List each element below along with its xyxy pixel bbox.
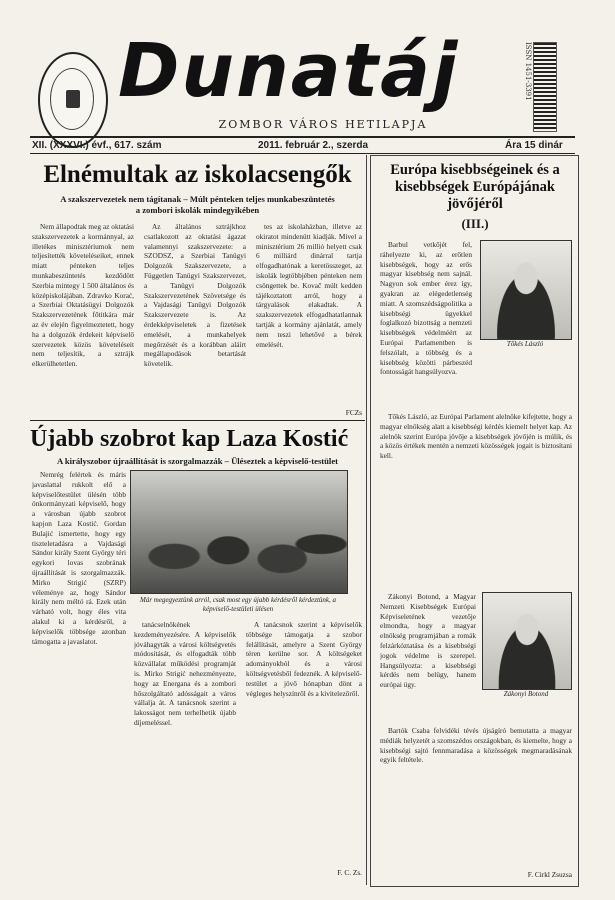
- article3-bottom: [380, 726, 572, 866]
- issue-number: XII. (XXXVI.) évf., 617. szám: [32, 140, 162, 151]
- issue-price: Ára 15 dinár: [505, 140, 563, 151]
- masthead-rule-bottom: [30, 153, 575, 154]
- article3-body3: Zákonyi Botond, a Magyar Nemzeti Kisebbségek Európai Képviseletének vezetője elmondta, hogy a magyar elnökség programjában a romák felzárkóztatása és a kisebbségi jogok védelme is szerepel. Hangsúlyozta: a kisebbségi kérdés nem belügy, hanem európai ügy.: [380, 592, 476, 690]
- article2-headline: Újabb szobrot kap Laza Kostić: [30, 426, 349, 452]
- article-divider: [30, 420, 365, 421]
- article1-column-2: [144, 222, 246, 418]
- article1-column-3: [256, 222, 362, 408]
- article2-column-left: [32, 470, 126, 880]
- article3-middle: [380, 412, 572, 588]
- city-seal-icon: [38, 52, 108, 148]
- article2-column-mid: [134, 620, 236, 882]
- article2-column-right: [246, 620, 362, 866]
- article3-lower-left: [380, 592, 476, 722]
- article1-deck-line1: A szakszervezetek nem tágítanak – Múlt pénteken teljes munkabeszüntetés: [60, 194, 335, 204]
- article1-col2-text: Az általános sztrájkhoz csatlakozott az oktatási ágazat valamennyi szakszervezete: a SZODSZ, a Szerbiai Tanügyi Dolgozók Szakszervezete, a Független Tanügyi Szakszervezet, a Tanügyi Dolgozók Szakszervezetének Szövetsége és a Vajdasági Tanügyi Dolgozók Szakszervezete is. Az érdekképviseletek a fizetések emelését, a munkahelyek megőrzését és a korábban aláírt megállapodások betartását követelik.: [144, 222, 246, 369]
- article3-intro: [380, 240, 472, 408]
- portrait-photo-1-caption: Tőkés László: [506, 340, 544, 348]
- article1-col1-text: Nem állapodtak meg az oktatási szakszervezetek a kormánnyal, az illetékes minisztériumok nem teljesítették követeléseiket, ennek miatt pénteken teljes munkabeszüntetés kezdődött Szerbia mintegy 1 500 általános és középiskolájában. Zdravko Korać, a Szerbiai Oktatásügyi Dolgozók Szakszervezetének főtitkára már az év elején figyelmeztetett, hogy ha a dolgozók érdekeit képviselő szervezetek közös követeléseit nem teljesítik, a sztrájk elkerülhetetlen.: [32, 222, 134, 369]
- masthead-rule-top: [30, 136, 575, 138]
- portrait-photo-2-caption: Zákonyi Botond: [503, 690, 549, 698]
- article3-headline: Európa kisebbségeinek és a kisebbségek Európájának jövőjéről: [390, 162, 560, 212]
- article2-col-right-text: A tanácsnok szerint a képviselők többsége támogatja a szobor felállítását, amelyre a Szent György téren kerülne sor. A költségeket adományokból és a városi költségvetésből fedeznék. A képviselő-testület a jövő hónapban dönt a végleges helyszínről és a kivitelezőről.: [246, 620, 362, 698]
- assembly-photo-caption: Már megegyeztünk arról, csak most egy újabb kérdésről kérdeztünk, a képviselő-testületi ülésen: [139, 596, 337, 613]
- article3-body4: Bartók Csaba felvidéki tévés újságíró bemutatta a magyar médiák helyzetét a szomszédos országokban, és kiemelte, hogy a kisebbségi sajtó fennmaradása a közösségek megmaradásának egyik feltétele.: [380, 726, 572, 765]
- article1-signature: FCZs: [345, 408, 362, 417]
- article1-column-1: [32, 222, 134, 418]
- newspaper-subtitle: ZOMBOR VÁROS HETILAPJA: [218, 118, 428, 131]
- barcode-icon: [533, 42, 557, 132]
- issue-date: 2011. február 2., szerda: [258, 140, 369, 151]
- article2-col-mid-text: tanácselnökének kezdeményezésére. A képviselők jóváhagyták a városi költségvetés módosítását, és elfogadták több közvállalat működési programját is. Mirko Strigić nehezményezte, hogy az Energana és a zombori hőszolgáltató adósságait a város vállalja át. A tanácsnok szerint a lakosságot nem terhelhetik újabb díjemeléssel.: [134, 620, 236, 727]
- article3-signature: F. Cirkl Zsuzsa: [527, 870, 572, 879]
- article1-deck: [30, 194, 365, 216]
- article1-col3-text: tes az iskolaházban, illetve az okiratot mindenütt kiadják. Mivel a minisztérium 26 millió helyett csak 6 milliárd dinárral tartja elfogadhatónak a keretösszeget, az iskolák legtöbbjében pénteken nem csöngettek be. Kovač múlt kedden tájékoztatott arról, hogy a tárgyalások elakadtak. A szakszervezetek elfogadhatatlannak tartják a kormány ajánlatát, amely nem teszi lehetővé a bérek emelését.: [256, 222, 362, 349]
- issn-label: ISSN 1451-3391: [524, 42, 532, 101]
- column-divider: [366, 155, 367, 885]
- portrait-photo-2: [482, 592, 572, 690]
- portrait-photo-1: [480, 240, 572, 340]
- article1-deck-line2: a zombori iskolák mindegyikében: [135, 205, 260, 215]
- newspaper-title: Dunatáj: [118, 28, 460, 114]
- article3-body1: Barbul vetkőjét fel, ráhelyezte ki, az erőtlen kisebbségek, hogy az erős magyar kisebbség nem sajnál. Nagyon sok ember érez így, gyakran az elégedetlenség miatt. A szomszédságpolitika a kisebbségi ügyekkel foglalkozó bizottság a nemzeti kisebbségek védelméért az Európai Parlamentben is felszólalt, a többség és a kisebbség közötti párbeszéd fontosságát hangsúlyozva.: [380, 240, 472, 377]
- assembly-photo: [130, 470, 348, 594]
- article2-col-left-text: Nemrég felértek és máris javaslattal rukkolt elő a képviselőtestület ülésén több önkormányzati képviselő, hogy a városban újabb szobrot kapjon Laza Kostić. Gordan Bulajić ismertette, hogy egy tiszteletadásra a Vajdasági Sándor király Szent György téri egykori lovas szobrának újraállítását is szorgalmazzák. Mirko Strigić (SZRP) véleménye az, hogy Sándor király nem méltó rá. Ezek után várható volt, hogy éles vita alakul ki a kérdésről, a képviselők többsége azonban támogatta a javaslatot.: [32, 470, 126, 646]
- article3-body2: Tőkés László, az Európai Parlament alelnöke kifejtette, hogy a magyar elnökség alatt a kisebbségi kérdés kiemelt helyet kap. Az alelnök szerint Európa jövője a kisebbségek jövőjén is múlik, és a közös értékek mentén a nemzeti közösségek jogait is biztosítani kell.: [380, 412, 572, 461]
- article2-signature: F. C. Zs.: [337, 868, 362, 877]
- article1-headline: Elnémultak az iskolacsengők: [43, 161, 352, 188]
- article3-part: (III.): [461, 216, 489, 231]
- article2-deck: A királyszobor újraállítását is szorgalmazzák – Üléseztek a képviselő-testület: [56, 456, 338, 466]
